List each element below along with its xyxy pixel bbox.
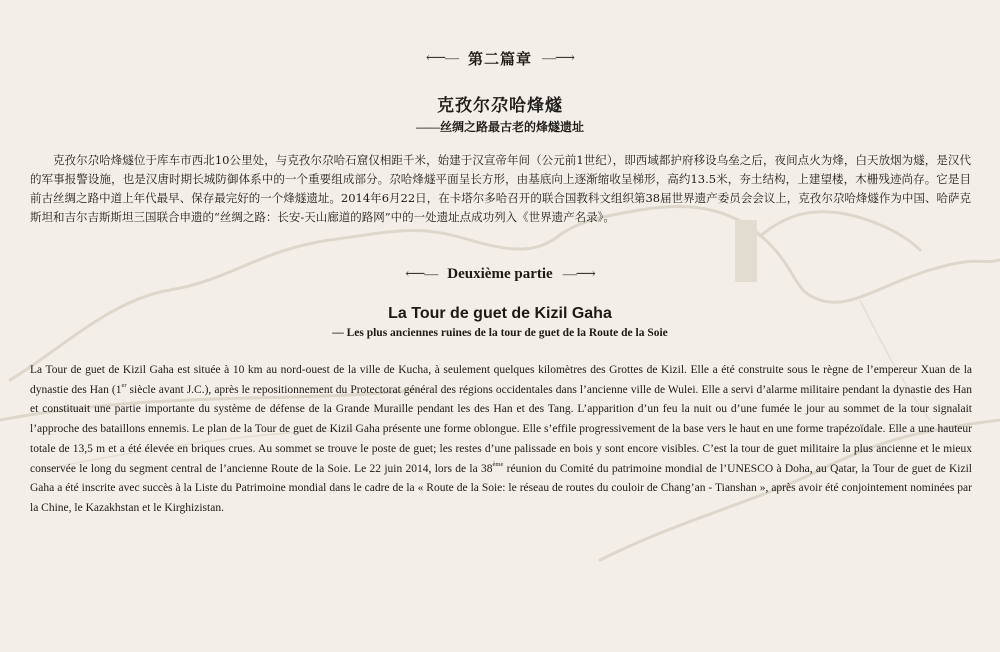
fr-title: La Tour de guet de Kizil Gaha xyxy=(388,305,612,322)
cn-body-paragraph: 克孜尔尕哈烽燧位于库车市西北10公里处，与克孜尔尕哈石窟仅相距千米，始建于汉宣帝年间（公元前1世纪），即西域都护府移设乌垒之后，夜间点火为烽，白天放烟为燧，是汉代的军事报警设施，也是汉唐时期长城防御体系中的一个重要组成部分。尕哈烽燧平面呈长方形，由基底向上逐渐缩收呈梯形，高约13.5米，夯土结构，上建望楼，木栅残迹尚存。它是目前古丝绸之路中道上年代最早、保存最完好的一个烽燧遗址。2014年6月22日，在卡塔尔多哈召开的联合国教科文组织第38届世界遗产委员会会议上，克孜尔尕哈烽燧作为中国、哈萨克斯坦和吉尔吉斯斯坦三国联合申遗的“丝绸之路：长安-天山廊道的路网”中的一处遗址点成功列入《世界遗产名录》。 xyxy=(30,153,971,224)
fr-body-text-2: siècle avant J.C.), après le repositionnement du Protectorat général des régions occidentales dans l’ancienne ville de Wulei. Elle a servi d’alarme militaire pendant la dynastie des Han et constituait une partie importante du système de défense de la Grande Muraille pendant les des Han et des Tang. L’apparition d’un feu la nuit ou d’une fumée le jour au sommet de la tour signalait l’approche des bataillons ennemis. Le plan de la Tour de guet de Kizil Gaha présente une forme oblongue. Elle s’effile progressivement de la base vers le haut en une forme trapézoïdale. Elle a une hauteur totale de 13,5 m et a été élevée en briques crues. Au sommet se trouve le poste de guet; les restes d’une palissade en bois y sont encore visibles. C’est la tour de guet militaire la plus ancienne et le mieux conservée le long du segment central de l’ancienne Route de la Soie. Le 22 juin 2014, lors de la 38 xyxy=(30,383,972,475)
right-ornament-icon: —⟶ xyxy=(562,267,595,282)
fr-part-heading xyxy=(0,266,1000,283)
fr-body-superscript-2: ème xyxy=(492,460,504,468)
left-ornament-icon: ⟵— xyxy=(425,51,458,66)
fr-body-superscript-1: er xyxy=(121,381,127,389)
fr-body-paragraph xyxy=(30,361,972,519)
cn-title: 克孜尔尕哈烽燧 xyxy=(437,96,563,115)
cn-part-heading xyxy=(0,48,1000,69)
left-ornament-icon: ⟵— xyxy=(405,267,438,282)
cn-part-heading-text: 第二篇章 xyxy=(467,52,532,68)
fr-body-text-1: La Tour de guet de Kizil Gaha est située à 10 km au nord-ouest de la ville de Kucha, à seulement quelques kilomètres des Grottes de Kizil. Elle a été construite sous le règne de l’empereur Xuan de la dynastie des Han (1 xyxy=(30,364,972,396)
right-ornament-icon: —⟶ xyxy=(542,51,575,66)
cn-subtitle: ——丝绸之路最古老的烽燧遗址 xyxy=(415,120,584,134)
fr-body-text-3: réunion du Comité du patrimoine mondial de l’UNESCO à Doha, au Qatar, la Tour de guet de Kizil Gaha a été inscrite avec succès à la Liste du Patrimoine mondial dans le cadre de la « Route de la Soie: le réseau de routes du couloir de Chang’an - Tianshan », après avoir été conjointement nominées par la Chine, le Kazakhstan et le Kirghizistan. xyxy=(30,462,972,514)
fr-part-heading-text: Deuxième partie xyxy=(447,266,553,282)
fr-subtitle: — Les plus anciennes ruines de la tour de guet de la Route de la Soie xyxy=(332,327,668,339)
